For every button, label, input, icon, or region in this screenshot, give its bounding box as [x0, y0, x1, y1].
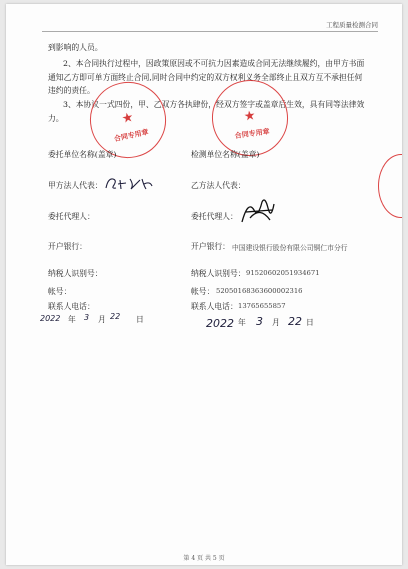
party-b-company-seal: ★ 合同专用章	[207, 75, 293, 161]
party-b-agent-label: 委托代理人：	[191, 212, 238, 221]
party-a-signature-drawing	[104, 176, 156, 192]
party-a-account-label: 帐号：	[48, 287, 72, 296]
party-a-rep-signature	[104, 176, 156, 195]
party-b-account-label: 帐号：	[191, 287, 215, 296]
paragraph-clause-2: 2、本合同执行过程中，因政策原因或不可抗力因素造成合同无法继续履约，由甲方书面通知乙方即可单方面终止合同,同时合同中约定的双方权利义务全部终止且双方互不承担任何违约的责任。	[48, 59, 365, 95]
party-b-date-year-char: 年	[238, 318, 246, 327]
party-b-signature-drawing	[238, 196, 278, 228]
party-b-unit-label: 检测单位名称(盖章)	[191, 150, 260, 159]
party-b-tax-label: 纳税人识别号：	[191, 269, 246, 278]
party-b-seal-text: 合同专用章	[234, 127, 271, 141]
party-b-date-month-char: 月	[272, 318, 280, 327]
party-b-bank-value: 中国建设银行股份有限公司铜仁市分行	[232, 244, 348, 252]
page-edge-seal	[378, 154, 402, 218]
paragraph-clause-3: 3、本协议一式四份，甲、乙双方各执肆份，经双方签字或盖章后生效，具有同等法律效力。	[48, 100, 365, 123]
party-a-date-month: 3	[84, 313, 90, 322]
party-a-date-year: 2022	[40, 314, 61, 323]
party-b-bank-label: 开户银行：	[191, 242, 230, 251]
paragraph-continuation: 到影响的人员。	[48, 43, 103, 52]
document-header-title: 工程质量检测合同	[326, 21, 378, 29]
party-b-date-month: 3	[256, 315, 263, 328]
party-a-tax-label: 纳税人识别号：	[48, 269, 103, 278]
party-a-date-day-char: 日	[136, 315, 144, 324]
party-b-account-value: 52050168363600002316	[216, 287, 303, 295]
party-b-date-year: 2022	[206, 317, 234, 330]
document-page	[6, 4, 402, 565]
party-a-rep-label: 甲方法人代表：	[48, 181, 103, 190]
party-a-date-year-char: 年	[68, 315, 76, 324]
header-rule	[42, 31, 378, 32]
page-number-footer: 第 4 页 共 5 页	[183, 555, 225, 562]
party-a-bank-label: 开户银行：	[48, 242, 87, 251]
party-a-company-seal: ★ 合同专用章	[83, 75, 173, 165]
party-b-rep-label: 乙方法人代表：	[191, 181, 246, 190]
party-b-tax-value: 91520602051934671	[246, 269, 320, 277]
party-b-phone-value: 13765655857	[238, 302, 286, 310]
party-a-unit-label: 委托单位名称(盖章)	[48, 150, 117, 159]
party-a-agent-label: 委托代理人：	[48, 212, 95, 221]
party-a-phone-label: 联系人电话：	[48, 302, 95, 311]
party-a-date-month-char: 月	[98, 315, 106, 324]
party-b-date-day-char: 日	[306, 318, 314, 327]
party-b-agent-signature	[238, 196, 278, 232]
party-a-date-day: 22	[110, 312, 121, 321]
party-b-phone-label: 联系人电话：	[191, 302, 238, 311]
party-a-seal-text: 合同专用章	[113, 128, 150, 144]
party-b-date-day: 22	[288, 315, 302, 328]
